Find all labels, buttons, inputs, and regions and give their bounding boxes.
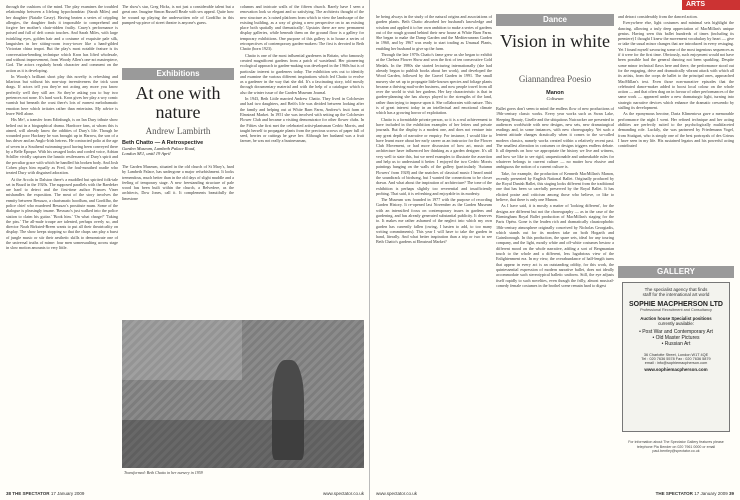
paragraph: Take, for example, the production of Kenneth MacMillan's Manon, recently presented by English National Ballet. Originally produced by the Royal Danish Ballet, this staging looks different from the traditional one that has been so carefully preserved by the Royal Ballet. It has elicited praise and criticism among those who believe, or like to believe, that there is only one Manon. (496, 170, 614, 203)
beth-chatto-nursery-photo (122, 320, 364, 468)
ad-tagline: The specialist agency that finds (644, 287, 708, 292)
paragraph: At the Arcola in Dalston there's a muddled but spirited folk-tale set in Brazil in the 1920s. The supposed parallels with the Baedeker are hard to detect and the first-time author Frances Viner mishandles the exposition. The meat of the story involves the enmity between Bessuzo, a charismatic hoodlum, and Gordilho, the police chief who murdered Bessuzo's prostitute mum. Some of the dialogue is pleasingly insane. 'Bessuzo's just walked into the police station to claim his guitar.' 'Book him.' 'On what charge?' 'Taking the piss.' The all-male troupe are talented, perhaps overly so, and director Noah Birksted-Breen wants to put all their theatricality on display. The show keeps stopping so that the chaps can play a burst of jungle music or stir their aesthetic skills to demonstrate one of the universal truths of mime: four men somersaulting across stage in slow motion amounts to very little. (6, 176, 118, 251)
infobox-venue: Coliseum (546, 96, 564, 101)
page-number: 38 (6, 491, 12, 496)
ad-address: 36 Charlotte Street, London W1T 4QE (643, 353, 709, 357)
publication-name: THE SPECTATOR (655, 491, 693, 496)
ad-tagline-2: staff for the international art world (642, 292, 710, 297)
paragraph: through the cushions of the mind. The play examines the troubled relationship between a lifelong hypochondriac (Sarah Miles) and her daughter (Natalie Casey). Having beaten a series of crippling allergies, the daughter finds it impossible to comprehend and forgive her mother's chair-ridden frailty. Casey's performance is poised and full of deft comic touches. And Sarah Miles, with large twinkling eyes, golden hair and a costume of exquisite pale silk, languishes in her sitting-room ivory-tower like a hand-gilded Victorian china teapot. But the play's most notable feature is its conversation-bending technique which Kron has lifted wholesale, and without improvement, from Woody Allen's one-act masterpiece, God. The actors regularly break character and comment on the action as it is developing. (6, 4, 118, 73)
ad-service-item: • Old Master Pictures (652, 335, 700, 341)
paragraph: The show's star, Greg Hicks, is not just a considerable talent but a great one. Imagine Simon Russell Beale with sex appeal. Quite how he wound up playing the underwritten role of Gordilho in this pumped-up piece of street theatre is anyone's guess. (122, 4, 234, 25)
gallery-contact-note: For information about The Spectator Gallery features please telephone Pia Bender on 020 7961 0000 or email paul.bentley@spectator.co.uk (628, 440, 724, 454)
dance-section-bar: Dance (496, 14, 614, 26)
left-col-2-top (122, 4, 234, 62)
footer-right (656, 491, 734, 496)
ad-company-name: SOPHIE MACPHERSON LTD (629, 301, 723, 308)
left-col-1 (6, 4, 118, 470)
website: www.spectator.co.uk (322, 491, 364, 496)
paragraph: Everywhere else, light costumes and minimal sets highlight the dancing, allowing a truly deep appreciation of MacMillan's unique genius. Having seen this ballet hundreds of times (including its premiere) I thought I knew the movement vocabulary by heart — give or take the usual minor changes that are introduced in every restaging. Yet I found myself savouring some of the most ingenious sequences as if it were for the first time. Obviously, such enjoyment would not have been possible had the general dancing not been sparkling. Despite some minor technical flaws here and there, the performance stood out for the engaging, drive and dramatically vibrant attack with which all its artists, from the corps de ballet to the principal ones, approached MacMillan's text. Even those non-narrative episodes that the celebrated dance-maker added to boost local colour on the whole action — and that often drag on in favour of other performances of the same work — appeared under a new dramaturgic light, turning into strategic narrative devices which enhance the dramatic crescendo by stalling its development. (618, 20, 734, 111)
paragraph: The Garden Museum, situated in the old church of St Mary's, hard by Lambeth Palace, has undergone a major refurbishment. It looks tremendous, much better than in the old days of slight muddle and a feeling of temporary stage. A new freestanding structure of pale wood has been built within the church, a Belvedere, as the architects, Dow Jones, call it. It complements beautifully the limestone (122, 164, 234, 201)
paragraph: As the eponymous heroine, Daria Klimentova gave a memorable performance the night I went. Her refined technique and her acting abilities are perfectly suited to the psychologically multifaceted demanding role. Luckily, she was partnered by Friedemann Vogel, from Stuttgart, who is simply one of the best portrayals of des Grieux I have seen in my life. His sustained legatos and his powerful acting contributed (618, 111, 734, 149)
ad-website[interactable]: www.sophiemacpherson.com (644, 367, 708, 372)
paragraph: Chatto is a formidable private person, so it is a real achievement to have included in the exhibition examples of her letters and private journals. But the display is a modest one, and does not venture into any great depth of narrative or enquiry. For instance, I would like to have learnt more about her early career as an instructor for the Flower Club Movement, or had more discussion of how art, music and architecture have influenced her thinking as a garden designer. It's all very well to state this, but we need examples to illustrate the assertion and help us to understand it better. I enjoyed the two Cedric Morris paintings hanging on the walls of the gallery (particularly 'Autumn Flowers' from 1928) and the snatches of classical music I heard amid the soundtrack of birdsong, but I wanted the connections to be closer drawn. And what about the inspiration of architecture? The tone of the exhibition is perhaps slightly too reverential and insufficiently probing. That said, it is refreshing and enjoyable in its modesty. (376, 116, 492, 196)
paragraph: Chatto is one of the most influential gardeners in Britain, who famously created magnificent gardens from a patch of wasteland. Her pioneering ecological approach to garden-making was developed in the 1960s but is of particular interest to gardeners today. The exhibition sets out to identify and examine the various different inspirations which led Chatto to evolve as a gardener in the way that she did. It's a fascinating story, told mostly through documentary material and with the help of a catalogue which is also the winter issue of the Garden Museum Journal. (240, 52, 364, 95)
exhibition-infobox (122, 140, 234, 156)
paragraph: The Museum was founded in 1977 with the purpose of recording Garden History. It re-opened last November as the Garden Museum with an intensified focus on contemporary issues in gardens and gardening, and has already generated substantial publicity. It deserves to. It makes me rather ashamed of the neglect into which my own garden has currently fallen (owing, I hasten to add, to too many writing commitments). This year I will have to take the garden in hand, literally. And what better inspiration than a trip or two to see Beth Chatto's gardens at Elmstead Market? (376, 197, 492, 245)
left-footer (6, 491, 364, 496)
plants-shape (122, 420, 364, 468)
page-number: 39 (728, 491, 734, 496)
paragraph: In 1943, Beth Little married Andrew Chatto. They lived in Colchester and had two daughters, and Beth's life was divided between looking after the family and helping out at White Barn Farm, Andrew's fruit farm at Elmstead Market. In 1951 she was involved with setting up the Colchester Flower Club and became a visiting demonstrator for other flower clubs. In the Fifties she first met the celebrated artist-plantsman Cedric Morris, and taught herself to propagate plants from the precious scrows of paper full of seed, berries or cuttings he gave her. Although her husband was a fruit farmer, he was not really a businessman, (240, 96, 364, 144)
right-col-1 (376, 14, 492, 470)
issue-date: 17 January 2009 (50, 491, 85, 496)
paragraph: As I have said, it is mostly a matter of 'looking different', for the designs are different but not the choreography — as in the case of the Birmingham Royal Ballet production of MacMillan's staging for the Paris Opéra. Gone is the leaden rich and dramatically claustrophobic 18th-century atmosphere originally conceived by Nicholas Georgiadis, which stands out for its modern take on both Hogarth and Gainsborough. In this production, the spare sets, ideal for any touring company, and the light, mostly white and off-white costumes bestow a different mood on the whole narrative, adding a sort of Bergmanian touch to the whole and a different, less lugubrious view of the Enlightenment era. In my view, the overabundance of half-length turns that appear in every act is an outstanding oddity, for this work, the quintessential expression of modern narrative ballet, does not ideally accommodate such stereotypical balletic uniform. Still, the eye adjusts itself rapidly to such novelties, even though the frilly, almost musical-comedy female costumes in the brothel scene remain hard to digest (496, 203, 614, 288)
paragraph: Ballet goers don't seem to mind the endless flow of new productions of 19th-century classic works. Every year works such as Swan Lake, Sleeping Beauty, Giselle and the ubiquitous Nutcracker are presented to audiences worldwide with new designs, new sets, new dramaturgical readings and, in some instances, with new choreography. Yet such a lenient attitude changes drastically when it comes to the so-called modern classics, namely works created within a relatively recent past. The smallest alteration in costumes or designs triggers endless debate. It all depends on how we appropriate the history we live and witness, and how we like to see rigid, unquestionable and unbreakable rules for whatever belongs to current culture — no matter how elusive and ambiguous the notion of a current culture is. (496, 106, 614, 170)
right-page (370, 0, 740, 500)
left-col-3 (240, 4, 364, 318)
ad-email[interactable]: email : info@sophiemacpherson.com (644, 361, 708, 365)
publication-name: THE SPECTATOR (12, 491, 50, 496)
infobox-title: Beth Chatto — A Retrospective (122, 140, 204, 146)
article-byline: Andrew Lambirth (145, 126, 211, 136)
article-headline: At one with nature (135, 83, 221, 122)
exhibitions-section-bar: Exhibitions (122, 68, 234, 80)
right-col-2 (496, 106, 614, 470)
right-col-3 (618, 14, 734, 262)
paragraph: In Woody's brilliant short play this novelty is refreshing and hilarious but without his non-stop inventiveness the trick soon drags. If actors tell you they're not acting any more you know perfectly well they still are. So they're asking you to buy two pretences not none. It's hard work. Kron gives her play a wry comic varnish but beneath the crust there's lots of earnest melodramatic emotion here which irritates rather than entertains. My advice is leave Well alone. (6, 73, 118, 116)
ad-service-item: • Post War and Contemporary Art (639, 329, 713, 335)
photo-caption: Transformed: Beth Chatto in her nursery in 1959 (124, 470, 203, 475)
gallery-section-bar: GALLERY (618, 266, 734, 278)
paragraph: he being always in the study of the natural origins and associations of garden plants. Beth Chatto absorbed her husband's knowledge and wisdom and applied it to her own ambition to make a series of gardens out of the rough ground behind their new house at White Barn Farm. She began to make the Damp Garden and the Mediterranean Garden in 1960, and by 1967 was ready to start trading as Unusual Plants, enabling her husband to give up the farm. (376, 14, 492, 51)
ad-service-item: • Russian Art (661, 341, 691, 347)
dance-infobox (496, 90, 614, 101)
website: www.spectator.co.uk (376, 491, 418, 496)
ad-services-sub: currently available: (658, 321, 694, 326)
infobox-venue: Garden Museum, Lambeth Palace Road, (122, 146, 196, 151)
greenhouse-shape (122, 320, 242, 380)
sophie-macpherson-ad[interactable] (622, 282, 730, 432)
article-byline: Giannandrea Poesio (518, 74, 592, 84)
ad-services-title: Auction house Specialist positions (640, 316, 712, 321)
infobox-dates: London SE1, until 19 April (122, 151, 171, 156)
paragraph: Through the late 1970s Chatto's fame grew as she began to exhibit at the Chelsea Flower Show and won the first of ten consecutive Gold Medals. In the 1980s she started lecturing internationally (she had already begun to publish books about her work), and developed the Wood Garden, followed by the Gravel Garden in 1991. The small nursery she set up to propagate little-known species and foliage plants became a thriving mail-order business, and now people travel from all over the world to visit her gardens. Her key characteristic is that in garden-planning she has always played to the strengths of the land, rather than trying to impose upon it. She collaborates with nature. This is of great interest today in an intellectual and emotional climate which has a growing horror of exploitation. (376, 52, 492, 116)
arts-section-tab: ARTS (682, 0, 740, 10)
paragraph: columns and intricate walls of the fifteen church. Rarely have I seen a renovation look so elegant and so satisfying. The architects thought of the new structure as 'a raised platform from which to view the landscape of the existing building, as a way of giving a new perspective on to an existing place both spatially and thematically'. Upstairs there are new permanent display galleries, while beneath them on the ground floor is a gallery for temporary exhibitions. One purpose of this gallery is to house a series of retrospectives of contemporary garden-makers: The first is devoted to Beth Chatto (born 1923). (240, 4, 364, 52)
article-headline: Vision in white (500, 31, 610, 51)
ad-phone: Tel : 020 7636 5578 Fax : 020 7636 5879 (641, 357, 711, 361)
infobox-title: Manon (546, 90, 564, 96)
paragraph: His Me!, a transfer from Edinburgh, is on Ian Dury tribute show belted out in a biographical drama. Hardcore fans, at whom this is aimed, will already know the oddities of Dury's life. Though he wounded poor Hackney he was brought up in Harrow, the son of a bus driver and an Anglo-Irish heiress. He contracted polio at the age of seven in a Southend swimming-pool having been conveyed there by a Belle Époque. With his ravaged looks and corded voice, Adrian Schiller vividly captures the lunatic restlessness of Dury's spirit and the peculiar grace with which he handled his broken body. And Josh Cohen plays him equally as Fred, the foul-mouthed roadie who treated Dury with disguised adoration. (6, 117, 118, 176)
ad-company-sub: Professional Recruitment and Consultancy (640, 308, 712, 312)
right-footer (376, 491, 734, 496)
left-col-2-bottom (122, 164, 234, 314)
issue-date: 17 January 2009 (694, 491, 728, 496)
paragraph: and detract considerably from the danced action. (618, 14, 698, 19)
